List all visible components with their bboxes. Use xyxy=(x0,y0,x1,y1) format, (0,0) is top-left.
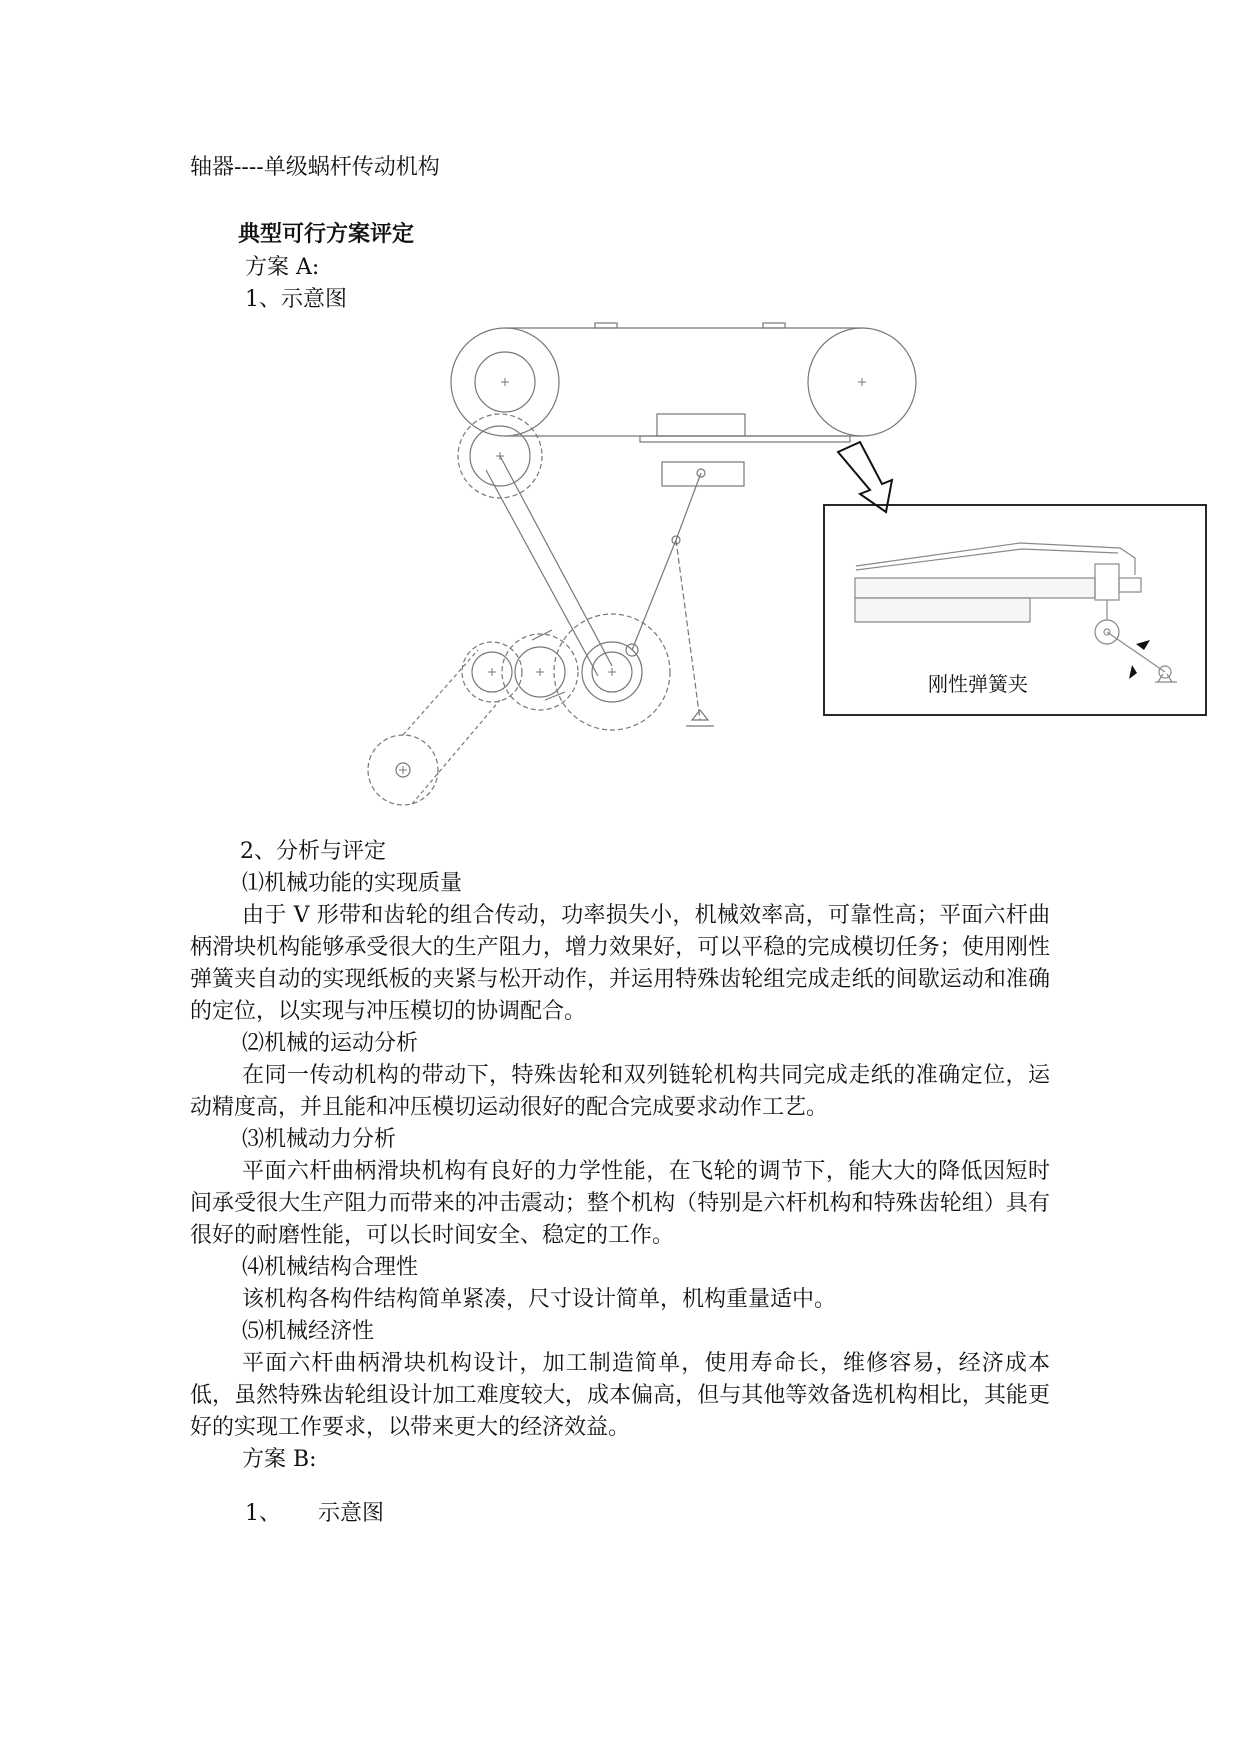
mechanism-diagram xyxy=(0,0,1241,820)
analysis-item-4-text: 该机构各构件结构简单紧凑，尺寸设计简单，机构重量适中。 xyxy=(242,1287,837,1312)
inset-caption: 刚性弹簧夹 xyxy=(928,672,1028,696)
section-title: 典型可行方案评定 xyxy=(238,221,415,247)
scheme-b-diagram-heading: 示意图 xyxy=(318,1501,385,1526)
analysis-item-3-text: 平面六杆曲柄滑块机构有良好的力学性能，在飞轮的调节下，能大大的降低因短时间承受很大生产阻力而带来的冲击震动；整个机构（特别是六杆机构和特殊齿轮组）具有很好的耐磨性能，可以长时间安全、稳定的工作。 xyxy=(190,1159,1050,1248)
analysis-item-5-title: ⑸机械经济性 xyxy=(242,1319,375,1344)
analysis-item-2-title: ⑵机械的运动分析 xyxy=(242,1031,419,1056)
scheme-b-label: 方案 B: xyxy=(242,1447,317,1472)
analysis-item-2-text: 在同一传动机构的带动下，特殊齿轮和双列链轮机构共同完成走纸的准确定位，运动精度高，并且能和冲压模切运动很好的配合完成要求动作工艺。 xyxy=(190,1063,1050,1120)
analysis-item-1-title: ⑴机械功能的实现质量 xyxy=(242,871,463,896)
analysis-heading: 2、分析与评定 xyxy=(240,839,386,864)
scheme-a-diagram-heading: 1、示意图 xyxy=(245,287,347,312)
pointer-arrow-icon xyxy=(838,442,892,512)
analysis-item-3-title: ⑶机械动力分析 xyxy=(242,1127,397,1152)
analysis-item-5-text: 平面六杆曲柄滑块机构设计，加工制造简单，使用寿命长，维修容易，经济成本低，虽然特殊齿轮组设计加工难度较大，成本偏高，但与其他等效备选机构相比，其能更好的实现工作要求，以带来更大的经济效益。 xyxy=(190,1351,1050,1440)
analysis-item-4-title: ⑷机械结构合理性 xyxy=(242,1255,419,1280)
header-line: 轴器----单级蜗杆传动机构 xyxy=(190,155,440,180)
analysis-body xyxy=(190,868,1050,1476)
scheme-b-diagram-num: 1、 xyxy=(245,1501,281,1526)
analysis-item-1-text: 由于 V 形带和齿轮的组合传动，功率损失小，机械效率高，可靠性高；平面六杆曲柄滑块机构能够承受很大的生产阻力，增力效果好，可以平稳的完成模切任务；使用刚性弹簧夹自动的实现纸板的夹紧与松开动作，并运用特殊齿轮组完成走纸的间歇运动和准确的定位，以实现与冲压模切的协调配合。 xyxy=(190,903,1050,1024)
scheme-a-label: 方案 A: xyxy=(245,255,320,280)
